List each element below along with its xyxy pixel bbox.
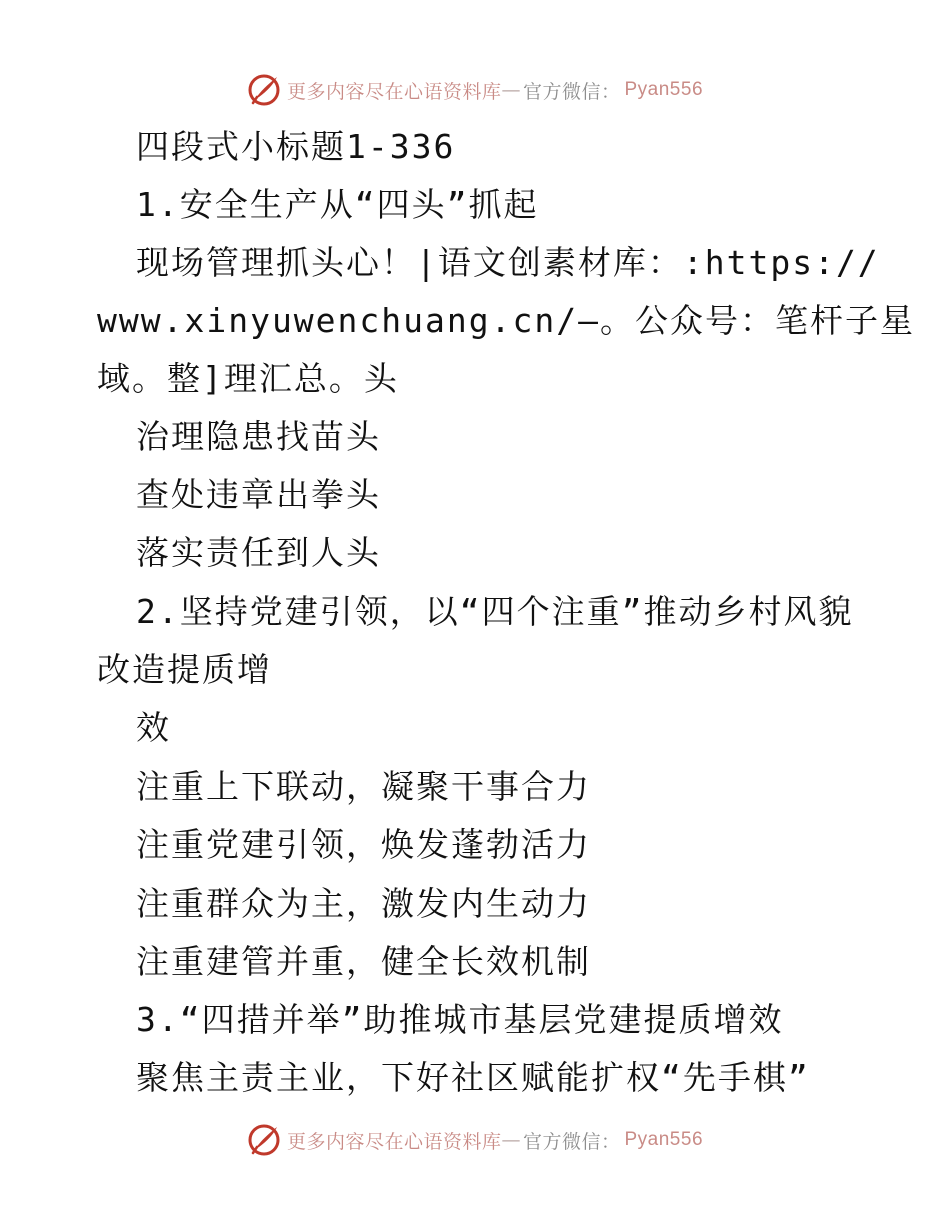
text-line: 注重群众为主，激发内生动力 [136, 884, 591, 923]
text-line: 注重上下联动，凝聚干事合力 [136, 767, 591, 806]
text-line: 查处违章出拳头 [136, 475, 381, 514]
watermark-id: Pyan556 [624, 1129, 704, 1150]
text-line: 现场管理抓头心！|语文创素材库：:https:// [136, 243, 880, 282]
watermark-text: 更多内容尽在心语资料库 [286, 1130, 502, 1153]
header-watermark [0, 70, 950, 110]
text-line: 效 [136, 708, 171, 747]
watermark-label: 官方微信： [522, 80, 621, 103]
quill-logo-icon [247, 1123, 281, 1157]
watermark-dash: — [501, 1129, 521, 1151]
text-line: 注重党建引领，焕发蓬勃活力 [136, 825, 591, 864]
section-heading-3: 3.“四措并举”助推城市基层党建提质增效 [136, 1000, 784, 1039]
text-line: 改造提质增 [97, 650, 272, 689]
watermark-id: Pyan556 [624, 79, 704, 100]
text-line: 落实责任到人头 [136, 533, 381, 572]
quill-logo-icon [247, 73, 281, 107]
text-line: 注重建管并重，健全长效机制 [136, 942, 591, 981]
section-heading-1: 1.安全生产从“四头”抓起 [136, 185, 539, 224]
watermark-text: 更多内容尽在心语资料库 [286, 80, 502, 103]
doc-title: 四段式小标题1-336 [136, 127, 456, 166]
watermark-label: 官方微信： [522, 1130, 621, 1153]
footer-watermark [0, 1120, 950, 1160]
text-line: 域。整]理汇总。头 [97, 359, 399, 398]
text-line: 聚焦主责主业，下好社区赋能扩权“先手棋” [136, 1058, 810, 1097]
section-heading-2: 2.坚持党建引领，以“四个注重”推动乡村风貌 [136, 592, 854, 631]
text-line: www.xinyuwenchuang.cn/—。公众号：笔杆子星 [97, 301, 915, 340]
text-line: 治理隐患找苗头 [136, 417, 381, 456]
watermark-dash: — [501, 79, 521, 101]
